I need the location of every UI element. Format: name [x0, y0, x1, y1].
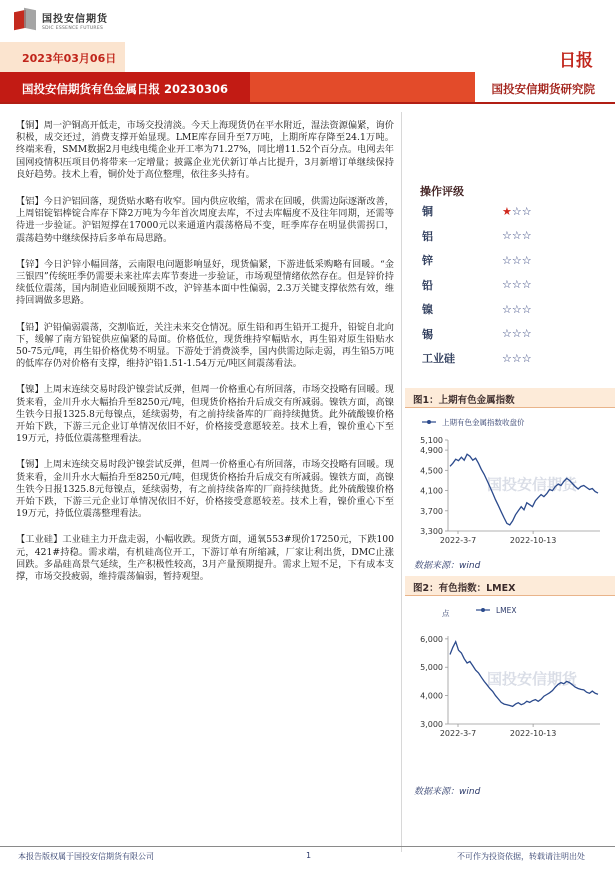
figure1-header — [405, 388, 615, 408]
report-title: 国投安信期货有色金属日报 20230306 — [22, 82, 229, 96]
section-lead: 【铅】沪铅偏弱震荡，交割临近，关注未来交仓情况。原生铅和再生铅开工提升，铅锭自北向下，缓解了南方铅锭供应偏紧的局面。价格低位，现货维持窄幅贴水，再生铅对原生铅贴水50-75元/吨，再生铅价格优势不明显。下游处于消费淡季，国内供需边际走弱，再生铅5万吨的低库存仍对价格有支撑，维持沪铅1.51-1.54万元/吨区间震荡看法。 — [16, 321, 394, 370]
figure2-chart — [410, 602, 610, 742]
section-aluminum: 【铝】今日沪铝回落，现货贴水略有收窄。国内供应收缩，需求在回暖，供需边际逐渐改善，上周铝锭铝棒锭合库存下降2万吨为今年首次周度去库，不过去库幅度不及往年同期，还需等待进一步验证。沪铝短撑在17000元以来通道内震荡格局不变，旺季库存在明显供需拐口，震荡趋势中继续保持后多单布局思路。 — [16, 196, 394, 244]
section-zinc: 【锌】今日沪锌小幅回落，云南限电问题影响显好，现货偏紧，下游进低采购略有回暖。“金三银四”传统旺季仍需要未来社库去库节奏进一步验证，市场观望情绪依然存在。但是锌价持续低位震荡，国内制造业回暖预期不改，沪锌基本面中性偏弱，2.3万关键支撑依然有效，维持回调做多思路。 — [16, 258, 394, 307]
figure2-source: 数据来源：wind — [414, 787, 481, 797]
figure1-source: 数据来源：wind — [414, 561, 481, 571]
legend-marker — [427, 420, 431, 424]
rating-row — [422, 199, 592, 224]
report-type: 日报 — [559, 51, 593, 71]
rating-metal-name: 锌 — [422, 254, 433, 268]
y-tick-label: 6,000 — [420, 634, 443, 644]
rating-row — [422, 248, 592, 273]
title-bar — [0, 72, 615, 104]
y-tick-label: 3,000 — [420, 720, 443, 729]
rating-row — [422, 297, 592, 322]
rating-title: 操作评级 — [420, 185, 464, 198]
watermark-text: 国投安信期货 — [486, 670, 578, 688]
y-tick-label: 3,700 — [420, 506, 443, 516]
x-tick-label: 2022-3-7 — [439, 729, 477, 738]
star-rating-icon: ★☆☆ — [502, 204, 532, 218]
figure1-title: 图1：上期有色金属指数 — [413, 395, 515, 406]
x-tick-label: 2022-10-13 — [509, 729, 557, 738]
section-nickel: 【镍】上周末连续交易时段沪镍尝试反弹，但周一价格重心有所回落，市场交投略有回暖。现货来看，金川升水大幅抬升至8250元/吨，但现货价格抬升后成交有所减弱。镍铁方面，高镍生铁今日报1325.8元每镍点，延续弱势，有之前持续备库的厂商持续抛货。此外硫酸镍价格开始下跌，下游三元企业订单情况依旧不好，价格接受意愿较差。技术上看，镍价重心下至19万元，持低位震荡整理看法。 — [16, 384, 394, 445]
star-rating-icon: ☆☆☆ — [502, 278, 532, 292]
footer-copyright: 本报告版权属于国投安信期货有限公司 — [18, 852, 154, 861]
rating-metal-name: 铝 — [422, 229, 433, 243]
research-institute: 国投安信期货研究院 — [491, 82, 595, 96]
rating-row — [422, 224, 592, 249]
logo-text-en: SDIC ESSENCE FUTURES — [42, 25, 104, 31]
footer-divider — [0, 846, 615, 847]
rating-row — [422, 273, 592, 298]
section-copper: 【铜】周一沪铜高开低走，市场交投清淡。今天上海现货仍在平水附近，湿法资源偏紧，询价积极，成交还过，消费支撑开始显现。LME库存回升至7万吨，上期所库存降至24.1万吨。终端来看，SMM数据2月电线电缆企业开工率为71.27%，同比增11.52个百分点。电网去年国网疫情积压项目仍将带来一定增量；披露企业光伏新订单占比提升，3月新增订单继续保持良好趋势。技术上看，铜价处于高位整理，依往多头持有。 — [16, 120, 394, 180]
x-tick-label: 2022-10-13 — [509, 536, 557, 545]
section-industrial-silicon: 【工业硅】工业硅主力开盘走弱，小幅收跌。现货方面，通氧553#现价17250元，下跌100元，421#持稳。需求端，有机硅高位开工，下游订单有所缩减，厂家让利出货，DMC止涨回跌。多晶硅高景气延续，生产积极性较高，3月产量预期提升。需求上短不足，下有成本支撑，市场交投疲弱，维持震荡偏弱，暂持观望。 — [16, 534, 394, 583]
company-logo — [14, 9, 108, 31]
column-divider — [401, 112, 402, 852]
rating-metal-name: 铅 — [422, 278, 433, 292]
legend-unit-label: 点 — [442, 609, 450, 618]
rating-row — [422, 346, 592, 371]
watermark-text: 国投安信期货 — [486, 475, 578, 494]
figure1-chart — [410, 414, 610, 549]
figure2-svg — [410, 602, 610, 742]
section-tin: 【锡】上周末连续交易时段沪镍尝试反弹，但周一价格重心有所回落，市场交投略有回暖。现货来看，金川升水大幅抬升至8250元/吨，但现货价格抬升后成交有所减弱。镍铁方面，高镍生铁今日报1325.8元每镍点，延续弱势，有之前持续备库的厂商持续抛货。此外硫酸镍价格开始下跌，下游三元企业订单情况依旧不好，价格接受意愿较差。技术上看，镍价重心下至19万元，持低位震荡整理看法。 — [16, 459, 394, 520]
y-tick-label: 4,100 — [420, 486, 443, 496]
footer-disclaimer: 不可作为投资依据，转载请注明出处 — [457, 852, 585, 861]
rating-row — [422, 322, 592, 347]
logo-icon — [14, 9, 36, 31]
y-tick-label: 4,000 — [420, 691, 443, 701]
rating-list — [422, 199, 592, 371]
y-tick-label: 4,900 — [420, 446, 443, 456]
rating-metal-name: 工业硅 — [422, 352, 455, 366]
figure2-title: 图2：有色指数：LMEX — [413, 583, 516, 594]
x-tick-label: 2022-3-7 — [439, 536, 477, 545]
star-rating-icon: ☆☆☆ — [502, 229, 532, 243]
y-tick-label: 3,300 — [420, 527, 443, 536]
star-rating-icon: ☆☆☆ — [502, 302, 532, 316]
rating-metal-name: 镍 — [422, 303, 433, 317]
rating-metal-name: 锡 — [422, 327, 433, 341]
figure2-header — [405, 576, 615, 596]
page-number: 1 — [306, 851, 312, 860]
y-tick-label: 5,000 — [420, 663, 443, 673]
y-tick-label: 4,500 — [420, 466, 443, 476]
legend-marker — [481, 608, 485, 612]
star-rating-icon: ☆☆☆ — [502, 351, 532, 365]
star-rating-icon: ☆☆☆ — [502, 327, 532, 341]
date-bar — [0, 42, 615, 72]
legend-label: LMEX — [496, 606, 517, 615]
logo-text-cn: 国投安信期货 — [42, 13, 108, 25]
commentary-column — [16, 120, 394, 597]
y-tick-label: 5,100 — [420, 436, 443, 445]
rating-metal-name: 铜 — [422, 205, 433, 219]
figure1-svg — [410, 414, 610, 549]
report-date: 2023年03月06日 — [22, 52, 117, 65]
star-rating-icon: ☆☆☆ — [502, 253, 532, 267]
legend-label: 上期有色金属指数收盘价 — [442, 418, 525, 427]
